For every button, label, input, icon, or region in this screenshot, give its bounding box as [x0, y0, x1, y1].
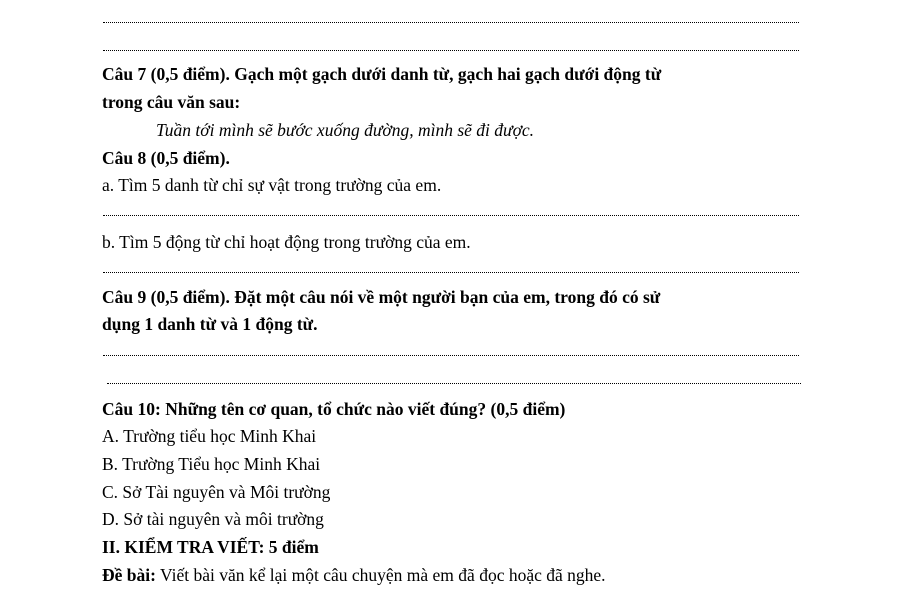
answer-line [107, 383, 801, 384]
question-10-option-d: D. Sở tài nguyên và môi trường [102, 509, 324, 529]
answer-line [103, 50, 799, 51]
question-8-part-b: b. Tìm 5 động từ chỉ hoạt động trong trường của em. [102, 232, 471, 252]
question-8-label: Câu 8 (0,5 điểm). [102, 148, 230, 168]
question-8-part-a: a. Tìm 5 danh từ chỉ sự vật trong trường của em. [102, 175, 442, 195]
question-9-label: Câu 9 (0,5 điểm). Đặt một câu nói về một người bạn của em, trong đó có sử [102, 287, 661, 307]
answer-line [103, 215, 799, 216]
prompt-text: Viết bài văn kể lại một câu chuyện mà em đã đọc hoặc đã nghe. [155, 565, 606, 585]
question-7-label: Câu 7 (0,5 điểm). Gạch một gạch dưới danh từ, gạch hai gạch dưới động từ [102, 64, 662, 84]
question-10-option-c: C. Sở Tài nguyên và Môi trường [102, 482, 331, 502]
answer-line [103, 22, 799, 23]
question-10-option-a: A. Trường tiểu học Minh Khai [102, 426, 317, 446]
prompt-label: Đề bài: [102, 565, 156, 585]
question-7-sentence: Tuần tới mình sẽ bước xuống đường, mình sẽ đi được. [156, 120, 535, 140]
answer-line [103, 355, 799, 356]
question-7-label-continued: trong câu văn sau: [102, 92, 241, 112]
question-10-option-b: B. Trường Tiểu học Minh Khai [102, 454, 321, 474]
question-10-label: Câu 10: Những tên cơ quan, tổ chức nào viết đúng? (0,5 điểm) [102, 399, 566, 419]
answer-line [103, 272, 799, 273]
section-2-prompt [102, 564, 606, 586]
section-2-title: II. KIỂM TRA VIẾT: 5 điểm [102, 537, 319, 557]
question-9-label-continued: dụng 1 danh từ và 1 động từ. [102, 314, 318, 334]
